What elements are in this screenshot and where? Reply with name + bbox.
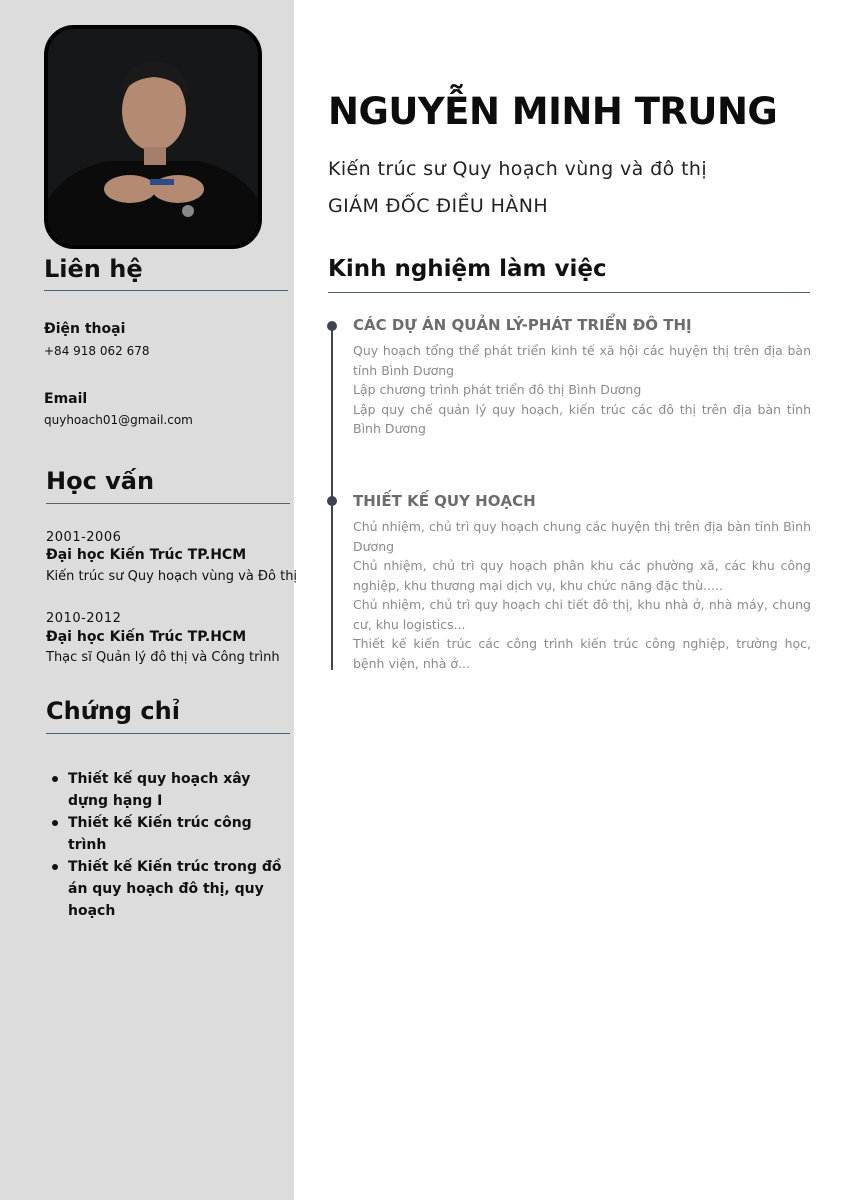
phone-label: Điện thoại: [44, 321, 126, 337]
timeline-dot: [327, 321, 337, 331]
education-school: Đại học Kiến Trúc TP.HCM: [46, 547, 247, 563]
timeline-dot: [327, 496, 337, 506]
experience-section-title: CÁC DỰ ÁN QUẢN LÝ-PHÁT TRIỂN ĐÔ THỊ: [353, 316, 692, 334]
education-degree: Thạc sĩ Quản lý đô thị và Công trình: [46, 650, 280, 665]
experience-section-title: THIẾT KẾ QUY HOẠCH: [353, 492, 536, 510]
phone-value: +84 918 062 678: [44, 344, 150, 358]
education-years: 2010-2012: [46, 611, 122, 626]
contact-heading: Liên hệ: [44, 255, 143, 283]
job-position: GIÁM ĐỐC ĐIỀU HÀNH: [328, 195, 549, 217]
education-degree: Kiến trúc sư Quy hoạch vùng và Đô thị: [46, 569, 298, 584]
experience-section-body: [353, 517, 811, 673]
experience-item: Thiết kế kiến trúc các công trình kiến trúc công nghiệp, trường học, bệnh viện, nhà ở...: [353, 636, 811, 671]
candidate-name: NGUYỄN MINH TRUNG: [328, 90, 778, 133]
experience-heading: Kinh nghiệm làm việc: [328, 256, 607, 282]
email-value: quyhoach01@gmail.com: [44, 413, 193, 427]
education-years: 2001-2006: [46, 530, 122, 545]
experience-item: Lập chương trình phát triển đô thị Bình Dương: [353, 382, 642, 397]
certificate-item: Thiết kế quy hoạch xây dựng hạng I: [68, 768, 284, 812]
experience-divider: [328, 292, 810, 293]
experience-section-body: [353, 341, 811, 439]
job-title: Kiến trúc sư Quy hoạch vùng và đô thị: [328, 158, 708, 180]
education-divider: [46, 503, 290, 504]
experience-item: Chủ nhiệm, chủ trì quy hoạch chung các huyện thị trên địa bàn tỉnh Bình Dương: [353, 519, 811, 554]
certificates-heading: Chứng chỉ: [46, 697, 180, 725]
certificates-divider: [46, 733, 290, 734]
email-label: Email: [44, 391, 88, 407]
education-heading: Học vấn: [46, 467, 155, 495]
certificates-list: [68, 768, 284, 922]
experience-item: Chủ nhiệm, chủ trì quy hoạch phân khu các phường xã, các khu công nghiệp, khu thương mại dịch vụ, khu chức năng đặc thù.....: [353, 558, 811, 593]
education-school: Đại học Kiến Trúc TP.HCM: [46, 629, 247, 645]
certificate-item: Thiết kế Kiến trúc trong đồ án quy hoạch đô thị, quy hoạch: [68, 856, 284, 922]
profile-photo: [44, 25, 262, 249]
portrait-image: [48, 29, 258, 245]
experience-item: Lập quy chế quản lý quy hoạch, kiến trúc các đô thị trên địa bàn tỉnh Bình Dương: [353, 401, 811, 436]
certificate-item: Thiết kế Kiến trúc công trình: [68, 812, 284, 856]
experience-item: Quy hoạch tổng thể phát triển kinh tế xã hội các huyện thị trên địa bàn tỉnh Bình Dương: [353, 343, 811, 378]
contact-divider: [44, 290, 288, 291]
experience-item: Chủ nhiệm, chủ trì quy hoạch chi tiết đô thị, khu nhà ở, nhà máy, chung cư, khu logistics...: [353, 597, 811, 632]
